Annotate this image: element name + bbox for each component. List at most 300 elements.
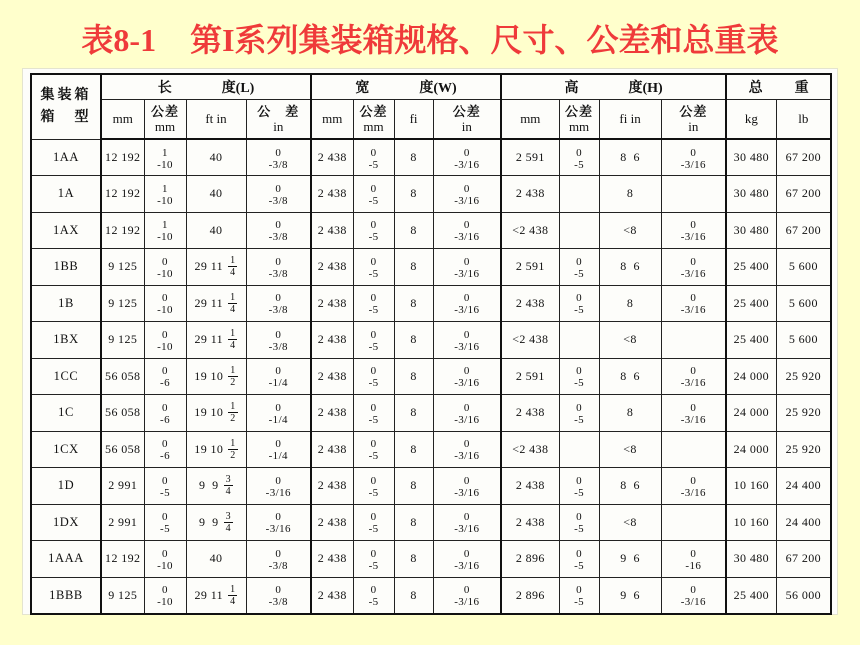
cell-length-tol-mm bbox=[144, 431, 186, 468]
cell-length-ftin-denominator: 2 bbox=[230, 413, 236, 425]
cell-length-ftin-numerator: 1 bbox=[230, 328, 236, 340]
cell-width-tol-mm-tolerance bbox=[369, 475, 379, 499]
cell-length-tol-in-upper: 0 bbox=[275, 328, 282, 341]
cell-width-ft bbox=[394, 176, 433, 213]
cell-width-tol-in-tolerance bbox=[454, 329, 479, 353]
cell-width-tol-in-tolerance bbox=[454, 147, 479, 171]
cell-length-mm-value: 12 192 bbox=[105, 186, 141, 201]
cell-length-tol-mm bbox=[144, 577, 186, 614]
cell-length-tol-mm bbox=[144, 358, 186, 395]
cell-height-tol-mm-upper: 0 bbox=[576, 146, 583, 159]
cell-length-mm bbox=[101, 285, 144, 322]
cell-height-tol-in bbox=[661, 358, 726, 395]
cell-length-ftin-fraction bbox=[228, 365, 237, 388]
cell-width-tol-in bbox=[433, 249, 501, 286]
cell-height-tol-mm bbox=[559, 577, 599, 614]
cell-height-ftin bbox=[599, 431, 661, 468]
cell-length-tol-mm bbox=[144, 504, 186, 541]
cell-width-tol-in-upper: 0 bbox=[463, 255, 470, 268]
cell-length-tol-mm-upper: 0 bbox=[162, 328, 168, 341]
cell-height-ftin-value: <8 bbox=[623, 222, 637, 237]
cell-weight-kg bbox=[726, 212, 776, 249]
cell-length-tol-mm-tolerance bbox=[160, 511, 170, 535]
cell-length-ftin bbox=[186, 504, 246, 541]
cell-width-tol-in-upper: 0 bbox=[463, 584, 470, 596]
header-height-tolerance-mm bbox=[559, 100, 599, 140]
cell-length-mm-value: 9 125 bbox=[108, 295, 138, 310]
cell-width-mm-value: 2 438 bbox=[317, 259, 347, 274]
cell-length-tol-in-lower: -1/4 bbox=[268, 450, 288, 463]
cell-weight-lb bbox=[776, 322, 831, 359]
cell-height-ftin bbox=[599, 358, 661, 395]
cell-weight-kg-value: 25 400 bbox=[733, 587, 770, 602]
cell-type-value: 1BBB bbox=[49, 587, 83, 602]
table-number: 表8-1 bbox=[81, 22, 157, 58]
cell-length-ftin-denominator: 4 bbox=[230, 267, 236, 279]
cell-width-tol-mm-lower: -5 bbox=[368, 596, 379, 608]
cell-length-mm bbox=[101, 358, 144, 395]
cell-width-ft-value: 8 bbox=[410, 295, 417, 310]
cell-length-ftin bbox=[186, 431, 246, 468]
cell-weight-kg-value: 30 480 bbox=[733, 150, 770, 164]
cell-length-ftin-fraction bbox=[228, 255, 237, 278]
cell-height-tol-mm-lower: -5 bbox=[574, 596, 585, 608]
cell-length-tol-in bbox=[246, 139, 311, 176]
cell-width-tol-mm-upper: 0 bbox=[370, 219, 377, 232]
cell-width-ft-value: 8 bbox=[410, 368, 417, 383]
cell-width-ft bbox=[394, 504, 433, 541]
cell-height-tol-mm-upper: 0 bbox=[576, 584, 583, 596]
cell-weight-lb bbox=[776, 468, 831, 505]
cell-width-tol-in-tolerance bbox=[454, 548, 479, 572]
cell-length-tol-in-upper: 0 bbox=[275, 365, 282, 378]
cell-width-tol-mm-upper: 0 bbox=[370, 182, 377, 195]
cell-length-tol-mm-tolerance bbox=[157, 329, 173, 353]
cell-length-tol-mm bbox=[144, 285, 186, 322]
cell-height-ftin-value: 8 bbox=[626, 295, 634, 310]
cell-height-mm bbox=[501, 577, 559, 614]
cell-width-tol-mm-tolerance bbox=[369, 147, 379, 171]
cell-length-tol-mm-tolerance bbox=[157, 256, 173, 280]
cell-length-ftin-mixed-number bbox=[195, 584, 238, 607]
cell-type-value: 1D bbox=[57, 478, 75, 493]
cell-weight-lb bbox=[776, 541, 831, 578]
cell-height-tol-in-lower: -3/16 bbox=[680, 158, 706, 171]
cell-length-tol-in-lower: -1/4 bbox=[268, 413, 288, 426]
header-width-mm: mm bbox=[311, 100, 353, 140]
cell-width-tol-mm-lower: -5 bbox=[368, 304, 379, 317]
cell-width-ft bbox=[394, 358, 433, 395]
cell-type-value: 1BB bbox=[53, 259, 79, 274]
header-height-group bbox=[501, 74, 726, 100]
cell-height-tol-mm-upper: 0 bbox=[576, 401, 583, 414]
cell-width-tol-mm-lower: -5 bbox=[368, 523, 379, 536]
cell-width-tol-mm bbox=[353, 504, 394, 541]
cell-height-ftin-value: 8 bbox=[626, 405, 634, 420]
cell-width-tol-in-lower: -3/16 bbox=[454, 194, 480, 207]
table-header bbox=[31, 74, 831, 139]
cell-width-tol-in-lower: -3/16 bbox=[454, 304, 480, 317]
cell-height-tol-mm-tolerance bbox=[574, 256, 584, 280]
cell-width-ft bbox=[394, 285, 433, 322]
cell-length-mm-value: 56 058 bbox=[105, 368, 141, 383]
cell-length-tol-mm bbox=[144, 139, 186, 176]
cell-height-tol-in bbox=[661, 431, 726, 468]
cell-width-tol-mm-upper: 0 bbox=[370, 401, 377, 414]
cell-height-tol-mm bbox=[559, 249, 599, 286]
header-height-label bbox=[502, 77, 725, 97]
header-length-group bbox=[101, 74, 311, 100]
cell-type bbox=[31, 249, 101, 286]
cell-width-mm bbox=[311, 176, 353, 213]
cell-width-tol-in bbox=[433, 468, 501, 505]
cell-type-value: 1B bbox=[58, 295, 74, 310]
cell-height-tol-mm bbox=[559, 541, 599, 578]
cell-length-tol-mm bbox=[144, 395, 186, 432]
cell-length-ftin-whole: 29 11 bbox=[194, 259, 224, 274]
cell-width-mm-value: 2 438 bbox=[317, 222, 347, 237]
table-row bbox=[31, 285, 831, 322]
cell-height-mm bbox=[501, 322, 559, 359]
cell-height-tol-mm-tolerance bbox=[574, 402, 584, 426]
cell-height-tol-in bbox=[661, 176, 726, 213]
cell-height-tol-in-upper: 0 bbox=[690, 255, 697, 268]
cell-weight-kg-value: 24 000 bbox=[733, 368, 770, 383]
cell-length-tol-mm-tolerance bbox=[160, 438, 170, 462]
cell-length-tol-mm-upper: 0 bbox=[162, 401, 168, 414]
cell-height-mm-value: 2 591 bbox=[515, 259, 545, 274]
cell-length-ftin-fraction bbox=[228, 584, 237, 607]
cell-length-tol-in-upper: 0 bbox=[275, 511, 282, 524]
cell-height-tol-in-tolerance bbox=[681, 475, 706, 499]
table-row bbox=[31, 468, 831, 505]
cell-width-tol-mm-tolerance bbox=[369, 365, 379, 389]
cell-weight-kg-value: 30 480 bbox=[733, 222, 770, 237]
cell-width-tol-in-lower: -3/16 bbox=[454, 267, 480, 280]
cell-length-mm bbox=[101, 139, 144, 176]
cell-height-tol-mm bbox=[559, 431, 599, 468]
cell-height-mm bbox=[501, 212, 559, 249]
cell-weight-lb-value: 5 600 bbox=[788, 332, 818, 347]
cell-width-tol-in-lower: -3/16 bbox=[454, 377, 480, 390]
cell-width-tol-in-lower: -3/16 bbox=[454, 486, 480, 499]
cell-length-ftin-mixed-number bbox=[194, 401, 237, 424]
cell-length-tol-mm-upper: 0 bbox=[162, 255, 168, 268]
header-weight-second: 重 bbox=[794, 81, 809, 96]
cell-length-tol-in-upper: 0 bbox=[275, 292, 282, 305]
cell-type-value: 1AX bbox=[52, 222, 80, 237]
table-row bbox=[31, 504, 831, 541]
cell-length-tol-in-tolerance bbox=[269, 256, 288, 280]
cell-width-tol-in-lower: -3/16 bbox=[454, 559, 480, 572]
cell-height-mm bbox=[501, 468, 559, 505]
cell-weight-kg bbox=[726, 285, 776, 322]
cell-height-tol-in bbox=[661, 212, 726, 249]
cell-width-tol-mm-tolerance bbox=[369, 548, 379, 572]
cell-length-tol-in-tolerance bbox=[269, 584, 288, 608]
cell-width-tol-in-upper: 0 bbox=[463, 474, 470, 487]
cell-weight-kg-value: 30 480 bbox=[733, 186, 770, 201]
cell-length-tol-mm-tolerance bbox=[157, 292, 173, 316]
cell-width-ft bbox=[394, 431, 433, 468]
cell-height-ftin-value: <8 bbox=[623, 332, 637, 347]
cell-height-mm bbox=[501, 431, 559, 468]
cell-height-tol-mm-lower: -5 bbox=[574, 304, 585, 317]
header-weight-group bbox=[726, 74, 831, 100]
cell-width-mm-value: 2 438 bbox=[317, 332, 347, 347]
header-length-tolerance-in-label: 公 差 bbox=[257, 104, 300, 119]
cell-length-tol-mm-upper: 0 bbox=[162, 365, 168, 378]
cell-length-ftin-numerator: 1 bbox=[230, 291, 236, 303]
cell-height-mm-value: 2 591 bbox=[515, 150, 545, 164]
table-row bbox=[31, 322, 831, 359]
cell-length-ftin-whole: 19 10 bbox=[194, 368, 224, 383]
cell-length-tol-mm-lower: -10 bbox=[157, 559, 173, 572]
cell-height-tol-mm-tolerance bbox=[574, 584, 584, 608]
header-length-label bbox=[102, 77, 310, 97]
cell-width-ft-value: 8 bbox=[410, 332, 417, 347]
cell-length-tol-mm-tolerance bbox=[157, 584, 173, 608]
cell-height-mm-value: 2 896 bbox=[515, 587, 545, 602]
cell-height-ftin bbox=[599, 577, 661, 614]
cell-width-tol-mm-upper: 0 bbox=[370, 292, 377, 305]
cell-height-tol-in bbox=[661, 541, 726, 578]
cell-weight-lb bbox=[776, 139, 831, 176]
cell-width-tol-mm-upper: 0 bbox=[370, 146, 377, 159]
cell-width-mm-value: 2 438 bbox=[317, 551, 347, 566]
cell-length-mm-value: 12 192 bbox=[105, 150, 141, 164]
table-row bbox=[31, 577, 831, 614]
cell-width-tol-mm bbox=[353, 212, 394, 249]
cell-type bbox=[31, 504, 101, 541]
cell-length-ftin-value: 40 bbox=[209, 551, 223, 566]
header-length-tolerance-mm-label: 公差 bbox=[150, 104, 179, 119]
cell-width-mm bbox=[311, 468, 353, 505]
cell-weight-kg bbox=[726, 322, 776, 359]
cell-height-tol-in-tolerance bbox=[681, 365, 706, 389]
cell-width-ft-value: 8 bbox=[410, 551, 417, 566]
cell-height-ftin-value: 8 6 bbox=[620, 478, 640, 493]
cell-height-tol-mm-tolerance bbox=[574, 292, 584, 316]
cell-length-ftin-denominator: 2 bbox=[230, 449, 236, 461]
cell-length-mm bbox=[101, 176, 144, 213]
cell-height-tol-in bbox=[661, 249, 726, 286]
cell-height-ftin bbox=[599, 395, 661, 432]
cell-height-tol-in-upper: 0 bbox=[690, 401, 697, 414]
cell-height-tol-in-upper: 0 bbox=[690, 365, 697, 378]
cell-weight-kg-value: 24 000 bbox=[733, 441, 770, 456]
cell-height-tol-mm bbox=[559, 285, 599, 322]
cell-height-ftin bbox=[599, 212, 661, 249]
cell-length-ftin-whole: 29 11 bbox=[194, 332, 224, 347]
cell-width-tol-in-upper: 0 bbox=[463, 146, 470, 159]
cell-length-tol-mm-upper: 0 bbox=[162, 438, 168, 451]
cell-length-tol-in-upper: 0 bbox=[275, 474, 282, 487]
cell-length-ftin-whole: 19 10 bbox=[194, 441, 224, 456]
cell-length-tol-mm-lower: -10 bbox=[157, 231, 173, 244]
cell-length-tol-mm-lower: -10 bbox=[157, 340, 173, 353]
cell-length-tol-in-upper: 0 bbox=[275, 146, 282, 159]
header-width-second: 度(W) bbox=[419, 81, 457, 96]
header-height-tolerance-in-unit: in bbox=[688, 119, 699, 134]
cell-height-tol-in-upper: 0 bbox=[690, 146, 697, 159]
cell-weight-kg bbox=[726, 431, 776, 468]
cell-width-tol-mm-upper: 0 bbox=[370, 511, 377, 524]
cell-width-tol-in bbox=[433, 322, 501, 359]
cell-width-tol-in-tolerance bbox=[454, 475, 479, 499]
cell-width-tol-mm-upper: 0 bbox=[370, 365, 377, 378]
cell-width-tol-mm-upper: 0 bbox=[370, 547, 377, 560]
cell-weight-kg bbox=[726, 577, 776, 614]
cell-height-tol-in-upper: 0 bbox=[690, 292, 697, 305]
cell-width-tol-mm-upper: 0 bbox=[370, 584, 377, 596]
cell-width-tol-in bbox=[433, 431, 501, 468]
cell-width-tol-in-tolerance bbox=[454, 219, 479, 243]
cell-length-tol-mm-tolerance bbox=[160, 402, 170, 426]
header-length-first: 长 bbox=[157, 81, 172, 96]
cell-height-mm-value: 2 438 bbox=[515, 478, 545, 493]
cell-width-tol-in-tolerance bbox=[454, 256, 479, 280]
cell-length-ftin-denominator: 4 bbox=[230, 595, 236, 607]
cell-length-mm bbox=[101, 504, 144, 541]
cell-length-ftin bbox=[186, 577, 246, 614]
cell-width-tol-mm-lower: -5 bbox=[368, 450, 379, 463]
cell-length-tol-in-tolerance bbox=[269, 147, 288, 171]
cell-height-tol-in bbox=[661, 139, 726, 176]
cell-width-ft-value: 8 bbox=[410, 222, 417, 237]
cell-height-ftin bbox=[599, 468, 661, 505]
cell-width-tol-in bbox=[433, 176, 501, 213]
header-container-type bbox=[31, 74, 101, 139]
cell-height-tol-mm bbox=[559, 504, 599, 541]
cell-length-mm bbox=[101, 431, 144, 468]
cell-width-ft-value: 8 bbox=[410, 514, 417, 529]
cell-length-tol-in bbox=[246, 285, 311, 322]
cell-weight-lb bbox=[776, 504, 831, 541]
cell-height-ftin bbox=[599, 504, 661, 541]
cell-width-tol-mm-upper: 0 bbox=[370, 474, 377, 487]
cell-width-tol-mm-tolerance bbox=[369, 584, 379, 608]
cell-height-ftin bbox=[599, 176, 661, 213]
header-weight-kg: kg bbox=[726, 100, 776, 140]
cell-width-mm-value: 2 438 bbox=[317, 587, 347, 602]
cell-length-tol-in-tolerance bbox=[269, 219, 288, 243]
cell-length-tol-in-lower: -1/4 bbox=[268, 377, 288, 390]
cell-width-tol-mm-lower: -5 bbox=[368, 559, 379, 572]
cell-height-mm-value: 2 438 bbox=[515, 186, 545, 201]
cell-length-mm bbox=[101, 395, 144, 432]
cell-length-ftin-numerator: 1 bbox=[230, 401, 236, 413]
cell-length-tol-mm bbox=[144, 212, 186, 249]
cell-height-tol-in-upper: 0 bbox=[690, 547, 697, 560]
cell-length-tol-in-lower: -3/8 bbox=[268, 340, 288, 353]
cell-length-ftin bbox=[186, 541, 246, 578]
cell-height-mm-value: <2 438 bbox=[512, 222, 549, 237]
cell-weight-kg-value: 25 400 bbox=[733, 332, 770, 347]
cell-width-mm-value: 2 438 bbox=[317, 150, 347, 164]
cell-length-ftin-whole: 19 10 bbox=[194, 405, 224, 420]
cell-length-tol-in bbox=[246, 468, 311, 505]
cell-length-tol-mm-lower: -6 bbox=[160, 377, 170, 390]
cell-width-tol-mm-lower: -5 bbox=[368, 413, 379, 426]
cell-length-tol-in bbox=[246, 395, 311, 432]
cell-width-tol-in bbox=[433, 504, 501, 541]
header-weight-first: 总 bbox=[748, 81, 763, 96]
cell-height-tol-in-upper: 0 bbox=[690, 219, 697, 232]
cell-length-ftin-denominator: 4 bbox=[225, 486, 231, 498]
cell-width-tol-mm bbox=[353, 285, 394, 322]
cell-length-ftin bbox=[186, 285, 246, 322]
cell-weight-kg-value: 10 160 bbox=[733, 478, 770, 493]
cell-length-ftin-denominator: 4 bbox=[230, 303, 236, 315]
cell-width-ft-value: 8 bbox=[410, 478, 417, 493]
cell-weight-lb bbox=[776, 577, 831, 614]
cell-height-tol-in-tolerance bbox=[681, 584, 706, 608]
cell-width-tol-in-tolerance bbox=[454, 402, 479, 426]
cell-width-tol-mm bbox=[353, 577, 394, 614]
cell-weight-lb bbox=[776, 212, 831, 249]
cell-width-tol-mm-lower: -5 bbox=[368, 340, 379, 353]
cell-type-value: 1CX bbox=[53, 441, 79, 456]
header-height-second: 度(H) bbox=[628, 81, 663, 96]
cell-length-tol-in-upper: 0 bbox=[275, 547, 282, 560]
cell-length-tol-mm bbox=[144, 541, 186, 578]
table-row bbox=[31, 176, 831, 213]
cell-width-tol-mm-lower: -5 bbox=[368, 194, 379, 207]
cell-weight-lb-value: 5 600 bbox=[788, 259, 818, 274]
cell-length-tol-mm bbox=[144, 249, 186, 286]
cell-height-tol-mm bbox=[559, 212, 599, 249]
cell-length-tol-in-upper: 0 bbox=[275, 182, 282, 195]
cell-length-ftin-whole: 29 11 bbox=[194, 587, 224, 602]
cell-weight-lb-value: 67 200 bbox=[785, 186, 822, 201]
header-width-label bbox=[312, 77, 500, 97]
cell-width-tol-mm bbox=[353, 358, 394, 395]
cell-width-tol-in-lower: -3/16 bbox=[454, 231, 480, 244]
header-height-tolerance-in-label: 公差 bbox=[679, 104, 708, 119]
cell-height-mm-value: 2 438 bbox=[515, 295, 545, 310]
cell-width-mm-value: 2 438 bbox=[317, 514, 347, 529]
cell-width-tol-in bbox=[433, 285, 501, 322]
cell-type bbox=[31, 285, 101, 322]
cell-length-ftin-numerator: 1 bbox=[230, 437, 236, 449]
cell-width-tol-mm-tolerance bbox=[369, 292, 379, 316]
cell-width-mm bbox=[311, 504, 353, 541]
header-width-group bbox=[311, 74, 501, 100]
cell-length-tol-in bbox=[246, 322, 311, 359]
cell-length-mm-value: 12 192 bbox=[105, 222, 141, 237]
cell-height-tol-mm-upper: 0 bbox=[576, 255, 583, 268]
cell-height-tol-mm-tolerance bbox=[574, 365, 584, 389]
cell-weight-kg bbox=[726, 358, 776, 395]
cell-width-tol-in-upper: 0 bbox=[463, 292, 470, 305]
cell-width-tol-in-lower: -3/16 bbox=[454, 450, 480, 463]
cell-length-ftin-denominator: 2 bbox=[230, 376, 236, 388]
cell-width-ft bbox=[394, 322, 433, 359]
cell-width-tol-in-upper: 0 bbox=[463, 365, 470, 378]
table-row bbox=[31, 395, 831, 432]
cell-width-ft-value: 8 bbox=[410, 441, 417, 456]
table-row bbox=[31, 541, 831, 578]
cell-length-tol-in-upper: 0 bbox=[275, 219, 282, 232]
table-row bbox=[31, 431, 831, 468]
cell-weight-kg-value: 30 480 bbox=[733, 551, 770, 566]
cell-length-mm-value: 2 991 bbox=[108, 514, 138, 529]
cell-length-mm bbox=[101, 541, 144, 578]
cell-type-value: 1CC bbox=[53, 368, 79, 383]
cell-length-tol-in bbox=[246, 431, 311, 468]
cell-length-ftin-numerator: 1 bbox=[230, 364, 236, 376]
